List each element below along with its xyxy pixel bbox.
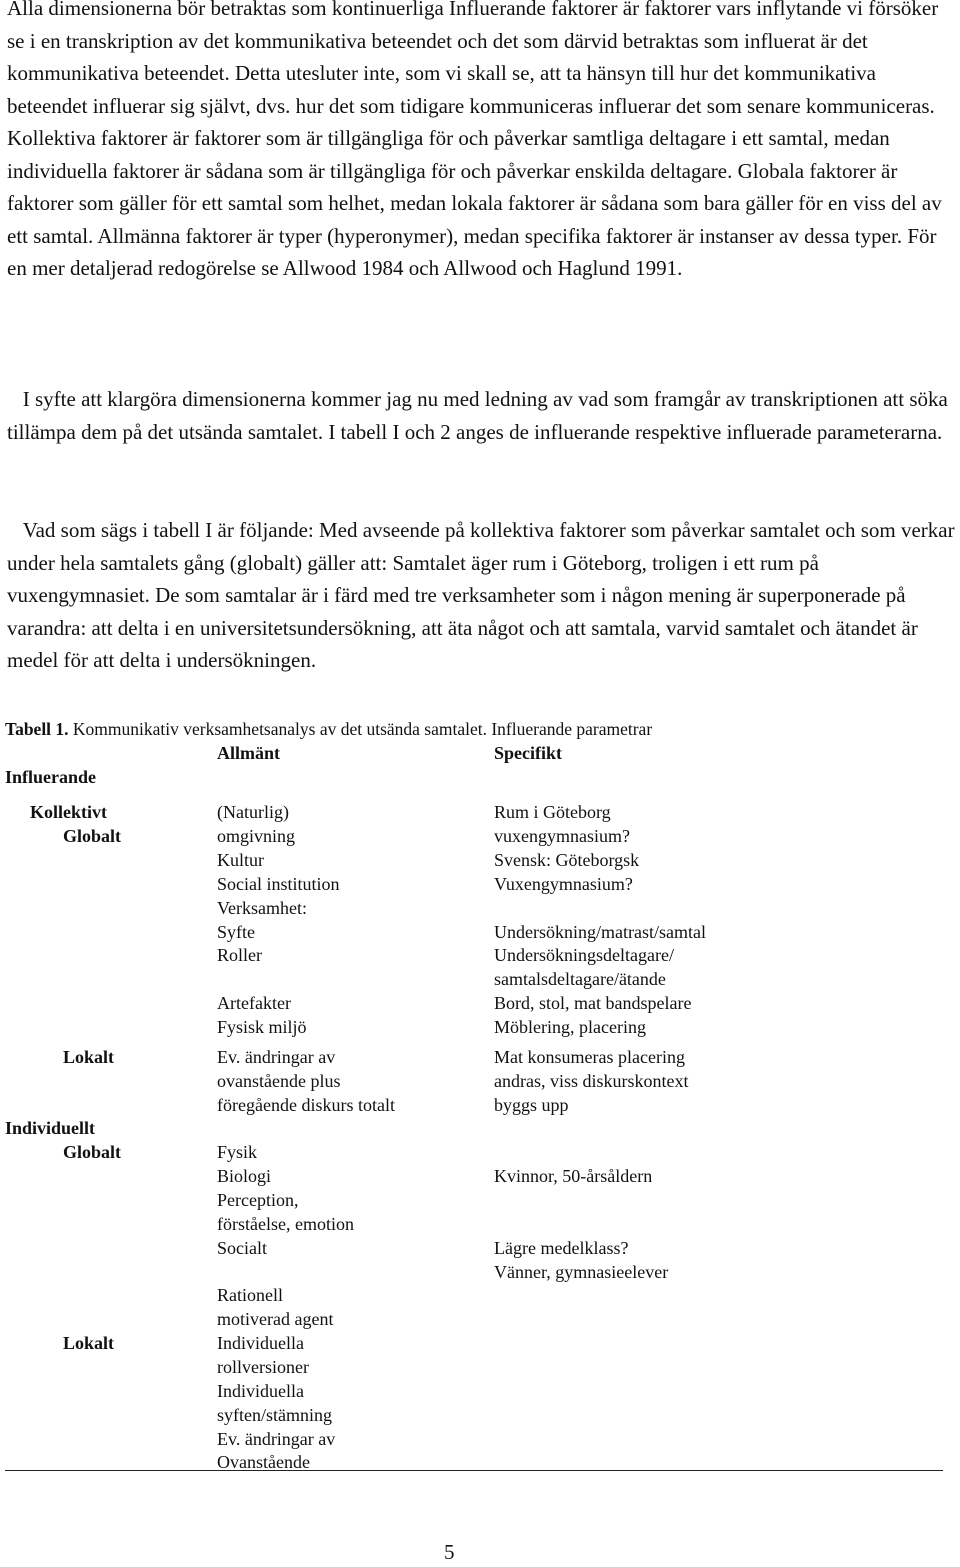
general-cell: (Naturlig)	[217, 802, 289, 822]
general-cell: Syfte	[217, 922, 255, 942]
general-cell: Rationell	[217, 1285, 283, 1305]
paragraph-table-explanation: Vad som sägs i tabell I är följande: Med avseende på kollektiva faktorer som påverkar samtalet och som verkar under hela samtalets gång (globalt) gäller att: Samtalet äger rum i Göteborg, troligen i ett rum på vuxengymnasiet. De som samtalar är i färd med tre verksamheter som i någon mening är superponerade på varandra: att delta i en universitetsundersökning, att äta något och att samtala, varvid samtalet och ätandet är medel för att delta i undersökningen.	[7, 518, 960, 672]
table-bottom-rule	[5, 1470, 943, 1471]
row-label-individual: Individuellt	[5, 1118, 96, 1138]
general-cell: Biologi	[217, 1166, 272, 1186]
general-cell: Fysik	[217, 1142, 258, 1162]
row-label-global: Globalt	[63, 1142, 122, 1162]
specific-cell: Rum i Göteborg	[494, 802, 611, 822]
specific-cell: Vuxengymnasium?	[494, 874, 633, 894]
table-caption	[5, 717, 652, 741]
row-label-global: Globalt	[63, 826, 122, 846]
general-cell: ovanstående plus	[217, 1071, 341, 1091]
general-cell: omgivning	[217, 826, 296, 846]
specific-cell: samtalsdeltagare/ätande	[494, 969, 666, 989]
specific-cell: Mat konsumeras placering	[494, 1047, 685, 1067]
general-cell: Roller	[217, 945, 262, 965]
paragraph-dimensions: Alla dimensionerna bör betraktas som kontinuerliga Influerande faktorer är faktorer vars inflytande vi försöker se i en transkription av det kommunikativa beteendet och det som därvid betraktas som influerat är det kommunikativa beteendet. Detta utesluter inte, som vi skall se, att ta hänsyn till hur det kommunikativa beteendet influerar sig självt, dvs. hur det som tidigare kommuniceras influerar det som senare kommuniceras. Kollektiva faktorer är faktorer som är tillgängliga för och påverkar samtliga deltagare i ett samtal, medan individuella faktorer är sådana som är tillgängliga för och påverkar enskilda deltagare. Globala faktorer är faktorer som gäller för ett samtal som helhet, medan lokala faktorer är sådana som bara gäller för en viss del av ett samtal. Allmänna faktorer är typer (hyperonymer), medan specifika faktorer är instanser av dessa typer. För en mer detaljerad redogörelse se Allwood 1984 och Allwood och Haglund 1991.	[7, 0, 942, 280]
specific-cell: andras, viss diskurskontext	[494, 1071, 689, 1091]
row-label-collective: Kollektivt	[30, 802, 107, 822]
general-cell: Artefakter	[217, 993, 291, 1013]
specific-cell: byggs upp	[494, 1095, 569, 1115]
general-cell: Fysisk miljö	[217, 1017, 307, 1037]
general-cell: rollversioner	[217, 1357, 309, 1377]
specific-cell: Kvinnor, 50-årsåldern	[494, 1166, 653, 1186]
general-cell: Social institution	[217, 874, 340, 894]
column-header-specific: Specifikt	[494, 743, 563, 763]
general-cell: Individuella	[217, 1333, 304, 1353]
specific-cell: Undersökningsdeltagare/	[494, 945, 674, 965]
general-cell: Kultur	[217, 850, 264, 870]
general-cell: Ev. ändringar av	[217, 1047, 336, 1067]
general-cell: Verksamhet:	[217, 898, 307, 918]
specific-cell: Undersökning/matrast/samtal	[494, 922, 706, 942]
general-cell: motiverad agent	[217, 1309, 334, 1329]
general-cell: Perception,	[217, 1190, 299, 1210]
row-label-local: Lokalt	[63, 1047, 115, 1067]
general-cell: Ev. ändringar av	[217, 1429, 336, 1449]
page-number: 5	[444, 1540, 455, 1564]
specific-cell: Vänner, gymnasieelever	[494, 1262, 669, 1282]
general-cell: Socialt	[217, 1238, 267, 1258]
specific-cell: vuxengymnasium?	[494, 826, 630, 846]
paragraph-purpose: I syfte att klargöra dimensionerna kommer jag nu med ledning av vad som framgår av transkriptionen att söka tillämpa dem på det utsända samtalet. I tabell I och 2 anges de influerande respektive influerade parameterarna.	[7, 387, 954, 444]
general-cell: syften/stämning	[217, 1405, 332, 1425]
specific-cell: Möblering, placering	[494, 1017, 646, 1037]
table-caption-label: Tabell 1.	[5, 719, 69, 739]
general-cell: föregående diskurs totalt	[217, 1095, 395, 1115]
row-label-local: Lokalt	[63, 1333, 115, 1353]
specific-cell: Bord, stol, mat bandspelare	[494, 993, 692, 1013]
specific-cell: Svensk: Göteborgsk	[494, 850, 640, 870]
row-header-influencing: Influerande	[5, 767, 97, 787]
general-cell: Ovanstående	[217, 1452, 310, 1472]
specific-cell: Lägre medelklass?	[494, 1238, 629, 1258]
column-header-general: Allmänt	[217, 743, 280, 763]
table-caption-text: Kommunikativ verksamhetsanalys av det utsända samtalet. Influerande parametrar	[68, 719, 653, 739]
general-cell: förståelse, emotion	[217, 1214, 354, 1234]
general-cell: Individuella	[217, 1381, 304, 1401]
